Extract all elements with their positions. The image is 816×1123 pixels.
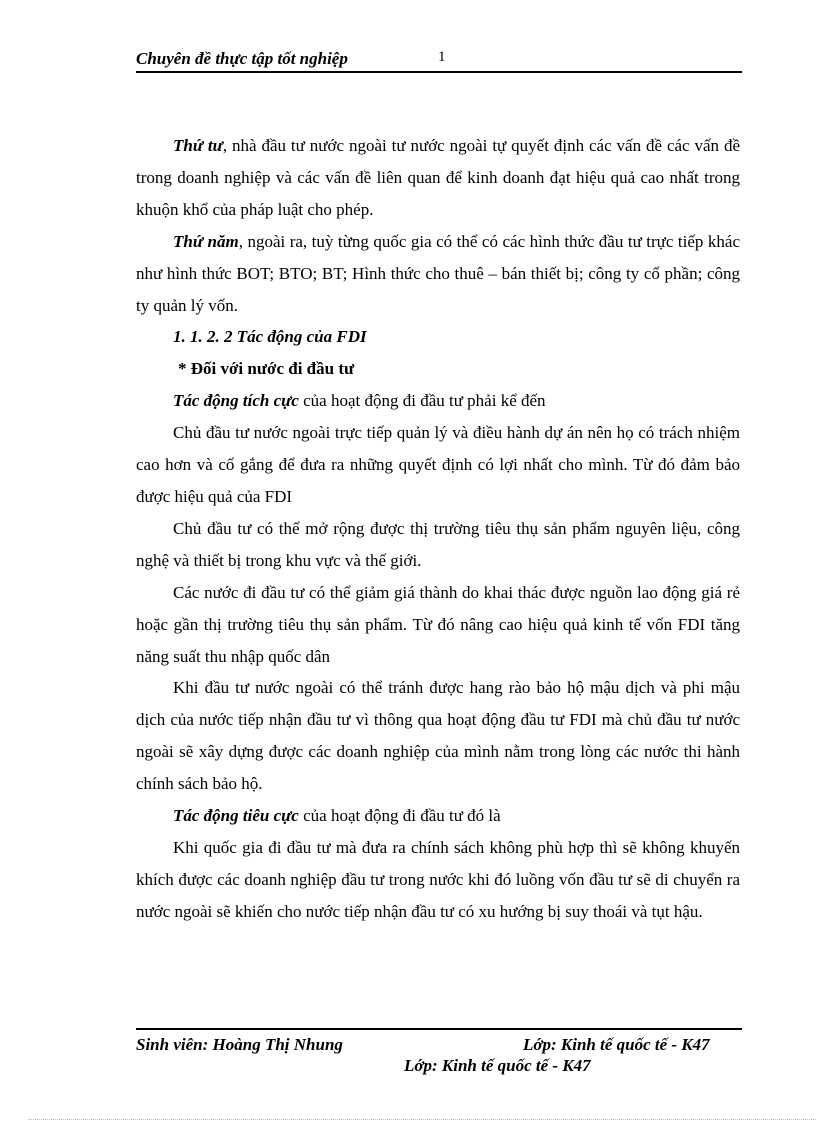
paragraph-thu-tu bbox=[136, 130, 740, 226]
page-number: 1 bbox=[438, 49, 446, 65]
positive-text: của hoạt động đi đầu tư phải kể đến bbox=[298, 391, 546, 411]
paragraph-thu-nam bbox=[136, 226, 740, 322]
footer-class: Lớp: Kinh tế quốc tế - K47 bbox=[523, 1035, 710, 1054]
page-edge-divider bbox=[28, 1119, 816, 1120]
header-rule bbox=[136, 71, 742, 73]
positive-intro bbox=[136, 385, 740, 417]
paragraph: Chủ đầu tư nước ngoài trực tiếp quản lý và điều hành dự án nên họ có trách nhiệm cao hơn và cố gắng để đưa ra những quyết định có lợi nhất cho mình. Từ đó đảm bảo được hiệu quả của FDI bbox=[136, 423, 740, 506]
negative-intro bbox=[136, 800, 740, 832]
section-heading: 1. 1. 2. 2 Tác động của FDI bbox=[173, 327, 367, 347]
paragraph: Khi đầu tư nước ngoài có thể tránh được hang rào bảo hộ mậu dịch và phi mậu dịch của nước tiếp nhận đầu tư vì thông qua hoạt động đầu tư FDI mà chủ đầu tư nước ngoài sẽ xây dựng được các doanh nghiệp của mình nằm trong lòng các nước thi hành chính sách bảo hộ. bbox=[136, 678, 740, 794]
negative-text: của hoạt động đi đầu tư đó là bbox=[298, 806, 501, 826]
paragraph-lead: Thứ năm bbox=[173, 231, 239, 251]
document-body bbox=[136, 130, 740, 928]
subheading: * Đối với nước đi đầu tư bbox=[178, 359, 355, 379]
paragraph: Các nước đi đầu tư có thể giảm giá thành do khai thác được nguồn lao động giá rẻ hoặc gần thị trường tiêu thụ sản phẩm. Từ đó nâng cao hiệu quả kinh tế vốn FDI tăng năng suất thu nhập quốc dân bbox=[136, 582, 740, 666]
footer-class-repeat: Lớp: Kinh tế quốc tế - K47 bbox=[404, 1056, 591, 1075]
positive-lead: Tác động tích cực bbox=[173, 391, 299, 411]
paragraph: Chủ đầu tư có thể mở rộng được thị trường tiêu thụ sản phẩm nguyên liệu, công nghệ và thiết bị trong khu vực và thế giới. bbox=[136, 518, 740, 570]
paragraph-text: , ngoài ra, tuỳ từng quốc gia có thể có các hình thức đầu tư trực tiếp khác như hình thức BOT; BTO; BT; Hình thức cho thuê – bán thiết bị; công ty cổ phần; công ty quản lý vốn. bbox=[136, 231, 741, 315]
paragraph-text: , nhà đầu tư nước ngoài tư nước ngoài tự quyết định các vấn đề các vấn đề trong doanh nghiệp và các vấn đề liên quan để kinh doanh đạt hiệu quả cao nhất trong khuộn khổ của pháp luật cho phép. bbox=[136, 136, 741, 219]
header-title: Chuyên đề thực tập tốt nghiệp bbox=[136, 49, 348, 68]
paragraph-lead: Thứ tư bbox=[173, 136, 223, 155]
negative-lead: Tác động tiêu cực bbox=[173, 806, 299, 826]
footer-rule bbox=[136, 1028, 742, 1030]
paragraph: Khi quốc gia đi đầu tư mà đưa ra chính sách không phù hợp thì sẽ không khuyến khích được các doanh nghiệp đầu tư trong nước khi đó luồng vốn đầu tư sẽ di chuyển ra nước ngoài sẽ khiến cho nước tiếp nhận đầu tư có xu hướng bị suy thoái và tụt hậu. bbox=[136, 837, 740, 921]
footer-student: Sinh viên: Hoàng Thị Nhung bbox=[136, 1035, 343, 1054]
page-header bbox=[136, 49, 742, 71]
